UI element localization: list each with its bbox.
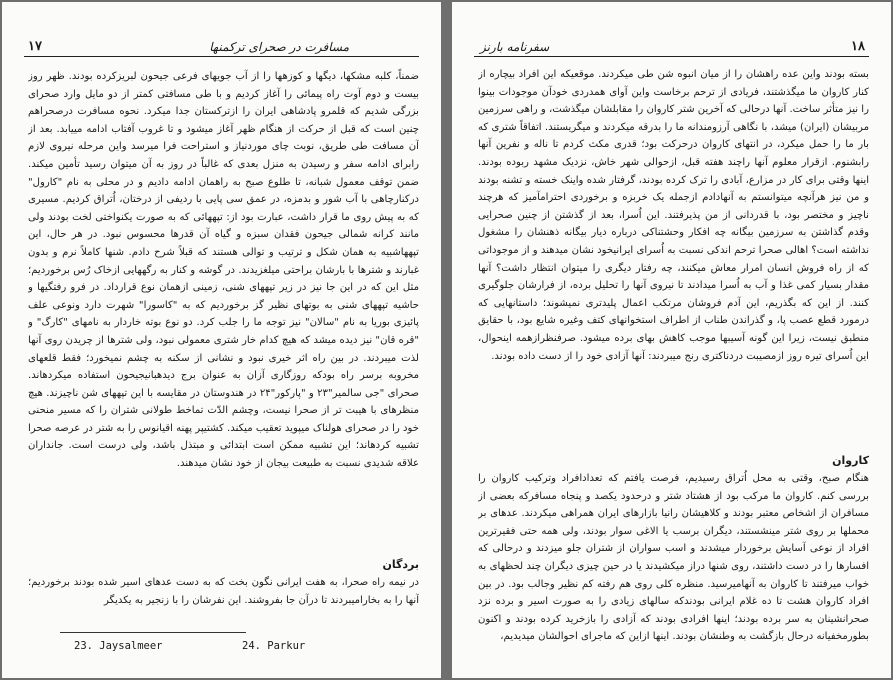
footnote-divider	[60, 632, 246, 633]
right-page-header	[474, 36, 869, 57]
left-page-header	[24, 36, 419, 57]
right-page	[452, 2, 891, 678]
footnote-24: 24. Parkur	[242, 640, 306, 652]
footnote-23: 23. Jaysalmeer	[74, 640, 163, 652]
left-page-number: ۱۷	[28, 39, 42, 54]
right-page-number: ۱۸	[851, 39, 865, 54]
right-running-title: سفرنامه بارنز	[480, 40, 550, 54]
right-body-text-2	[478, 470, 869, 662]
right-section-heading: کاروان	[832, 454, 869, 467]
left-paragraph-2: در نیمه راه صحرا، به هفت ایرانی نگون بخت که به دست عدهای اسیر شده بودند برخوردیم؛ آنها را به بخارامیبردند تا درآن جا بفروشند. این نفرشان را با زنجیر به یکدیگر	[28, 577, 419, 606]
left-body-text	[28, 68, 419, 488]
right-paragraph-1: بسته بودند واین عده راهشان را از میان انبوه شن طی میکردند. موقعیکه این افراد بیچاره از کنار کاروان ما میگذشتند، فریادی از ترحم برخاست واین آوای همدردی خودآن موجودات بینوا را نیز متأثر ساخت. آنها درحالی که آخرین شتر کاروان را مقابلشان میگذشت، و راهی سرزمین مربیشان (ایران) میشد، با نگاهی آرزومندانه ما را بدرقه میکردند و میگریستند. اتفاقاً شتری که بار ما را حمل میکرد، در انتهای کاروان درحرکت بود؛ قدری مکث کردم تا ناله و نفرین آنها رابشنوم. ازقرار معلوم آنها راچند هفته قبل، ازحوالی شهر خاش، نزدیک مشهد ربوده بودند. اینها وقتی برای کار در مزارع، آبادی را ترک کرده بودند، گرفتار شده واینک خسته و تشنه بودند و من نیز هرآنچه میتوانستم به آنهادادم ازجمله یک خربزه و برخوردی احترامآمیز که هرچند ناچیز و مختصر بود، با قدردانی از من پذیرفتند. این اُسرا، بعد از گذشتن از چنین صحرایی وقدم گذاشتن به سرزمین بیگانه چه افکار وحشتناکی درباره دیار بیگانه ذهنشان را مشغول نداشته است؟ اهالی صحرا ترحم اندکی نسبت به اُسرای ایرانیخود نشان میدهند و از موجوداتی که از راه فروش انسان امرار معاش میکنند، چه رفتار دیگری را میتوان انتظار داشت؟ آنها مقدار بسیار کمی غذا و آب به اُسرا میدادند تا نیروی آنها را تحلیل برده، از فرارشان جلوگیری کنند. از این که بگذریم، این آدم فروشان مرتکب اعمال پلیدتری نمیشوند؛ داستانهایی که درمورد قطع عصب پا، و گذراندن طناب از اطراف استخوانهای کتف وغیره شایع بود، با حقایق منطبق نیست، زیرا این گونه آسیبها موجب کاهش بهای برده میشود. صرفنظرازهمه اینحوال، این اُسرای تیره روز ازمصیبت دردناکتری رنج میبردند: آنها آزادی خود را از دست داده بودند.	[478, 69, 869, 362]
left-body-text-2	[28, 574, 419, 618]
left-page	[2, 2, 441, 678]
left-running-title: مسافرت در صحرای ترکمنها	[209, 40, 349, 54]
right-body-text	[478, 66, 869, 452]
right-paragraph-2: هنگام صبح، وقتی به محل اُتراق رسیدیم، فرصت یافتم که تعدادافراد وترکیب کاروان را بررسی کنم. کاروان ما مرکب بود از هشتاد شتر و درحدود یکصد و پنجاه مسافرکه بعضی از مسافران از اشخاص معتبر بودند و کلاهیشان رانیا بازارهای ایران همراهی میکردند. عدهای بر محملها بر روی شتر مینشستند، دیگران برسب یا الاغی سوار بودند، ولی همه حتی فقیرترین افراد از نوعی آسایش برخوردار میشدند و اسب سواران از شتران جلو میزدند و درحالی که افسارها را در دست داشتند، روی شنها دراز میکشیدند یا در حین چیزی دیگران چند لحظهای به خواب میرفتند تا کاروان به آنهامیرسید. منظره کلی روی هم رفته کم نظیر وجالب بود. در بین افراد کاروان هشت تا ده غلام ایرانی بودندکه سالهای زیادی را به صورت اسیر و برده نزد صحرانشینان به سر برده بودند؛ اینها افرادی بودند که آزادی را بازخرید کرده بودند و اکنون بطورمخفیانه درحال بازگشت به وطنشان بودند. اینها ازاین که ماجرای احوالشان میدیدیم،	[478, 473, 869, 643]
left-section-heading: بردگان	[382, 558, 419, 571]
left-paragraph-1: ضمناً، کلبه مشکها، دیگها و کوزهها را از آب جویهای فرعی جیحون لبریزکرده بودند. ظهر روز بیست و دوم آوت راه پیمائی را آغاز کردیم و با طی مسافتی کمتر از دو مایل وارد صحرای بزرگی شدیم که قلمرو پادشاهی ایران را ازترکستان جدا میکرد. نحوه مسافرت درصحراهم چنین است که قبل از حرکت از هنگام ظهر آغاز میشود و تا غروب آفتاب ادامه مییابد. بعد از آن مسافت طی طریق، نوبت چای موردنیاز و استراحت فرا میرسد واین مرحله نیروی لازم رابرای ادامه سفر و رسیدن به منزل بعدی که غالباً در روز به آن میتوان رسید تأمین میکند. ضمن توقف معمول شبانه، تا طلوع صبح به راهمان ادامه دادیم و در محلی به نام "کارول" درکنارچاهی با آب شور و بدمزه، در عمق سی پایی با ردیفی از درختان، اُتراق کردیم. مسیری که به پیش روی ما قرار داشت، عبارت بود از: تپههائی که به صورت یکنواختی لخت بودند ولی مانند کرانه شمالی جیحون فقدان سبزه و گیاه آن قدرها محسوس نبود. در هر حال، این تپههاشبیه به همان شکل و ترتیب و توالی هستند که قبلاً شرح دادم. شنها کاملاً نرم و بدون غبارند و شترها با بارشان براحتی میلغزیدند. در گوشه و کنار به رگههایی ازخاک رُس برخوردیم؛ مثل این که در این جا نیز در زیر تپههای شنی، زمینی ازهمان نوع قرارداد. در فرو رفتگیها و حاشیه تپههای شنی به بوتهای نظیر گز برخوردیم که به "کاسورا" شهرت دارد ونوعی علف پائیزی بوریا به نام "سالان" نیز توجه ما را جلب کرد. دو نوع بوته خاردار به نامهای "کارگ" و "قره قان" نیز دیده میشد که هیچ کدام خار شتری معمولی نبود، ولی شترها از چریدن روی آنها لذت میبردند. در بین راه اثر خیری نبود و نشانی از سکنه به چشم نمیخورد؛ فقط قلعهای مخروبه برسر راه بودکه روزگاری آزان به عنوان برج دیدهبانیجیحون استفاده میکردهاند. صحرای "جی سالمیر"۲۳ و "پارکور"۲۴ در هندوستان در مقایسه با این تپههای شن ناچیزند. هیچ منظرهای با هیبت تر از صحرا نیست، وچشم الدّت تماخط طولانی شتران را که مسیر منحنی خود را در صحرای هولناک میپوید تعقیب میکند. کشتیپر پهنه اقیانوس را به شتر در عرصه صحرا تشبیه کردهاند؛ این تشبیه ممکن است ابتدائی و مبتذل باشد، ولی درست است. جانداران علاقه شدیدی نسبت به طبیعت بیجان از خود نشان میدهند.	[28, 71, 419, 470]
